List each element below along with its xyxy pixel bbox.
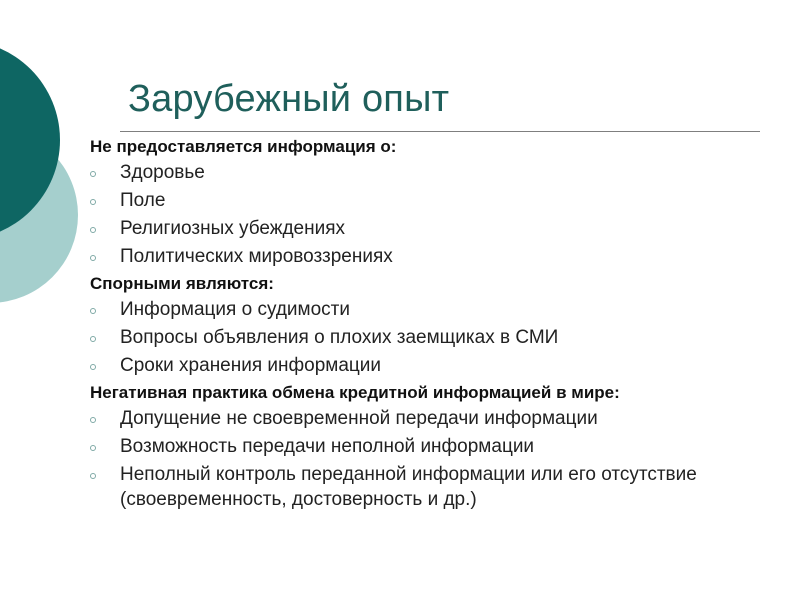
circle-bullet-icon <box>90 473 96 479</box>
list-item <box>90 188 780 213</box>
list-item <box>90 160 780 185</box>
circle-bullet-icon <box>90 199 96 205</box>
list-not-provided <box>90 160 780 269</box>
circle-bullet-icon <box>90 445 96 451</box>
list-item-text: Поле <box>120 190 166 211</box>
list-item <box>90 297 780 322</box>
list-item <box>90 244 780 269</box>
list-item-text: Сроки хранения информации <box>120 355 382 376</box>
slide-content <box>90 136 780 516</box>
list-item-text: Политических мировоззрениях <box>120 246 393 267</box>
list-item-text: Неполный контроль переданной информации или его отсутствие (своевременность, достоверность и др.) <box>120 464 697 510</box>
list-item <box>90 406 780 431</box>
list-item-text: Возможность передачи неполной информации <box>120 436 535 457</box>
list-disputed <box>90 297 780 378</box>
circle-bullet-icon <box>90 364 96 370</box>
list-item <box>90 434 780 459</box>
title-divider <box>120 131 760 132</box>
list-item <box>90 325 780 350</box>
circle-bullet-icon <box>90 308 96 314</box>
list-item <box>90 216 780 241</box>
list-item-text: Информация о судимости <box>120 299 350 320</box>
circle-bullet-icon <box>90 336 96 342</box>
circle-bullet-icon <box>90 171 96 177</box>
list-item-text: Здоровье <box>120 162 205 183</box>
list-item <box>90 353 780 378</box>
section-heading-not-provided: Не предоставляется информация о: <box>90 137 397 156</box>
list-item-text: Вопросы объявления о плохих заемщиках в СМИ <box>120 327 559 348</box>
circle-bullet-icon <box>90 417 96 423</box>
list-negative-practice <box>90 406 780 512</box>
section-heading-negative-practice: Негативная практика обмена кредитной информацией в мире: <box>90 383 620 402</box>
list-item-text: Допущение не своевременной передачи информации <box>120 408 598 429</box>
section-heading-disputed: Спорными являются: <box>90 274 274 293</box>
circle-bullet-icon <box>90 227 96 233</box>
circle-bullet-icon <box>90 255 96 261</box>
list-item <box>90 462 780 512</box>
list-item-text: Религиозных убеждениях <box>120 218 346 239</box>
slide-title: Зарубежный опыт <box>128 78 450 120</box>
